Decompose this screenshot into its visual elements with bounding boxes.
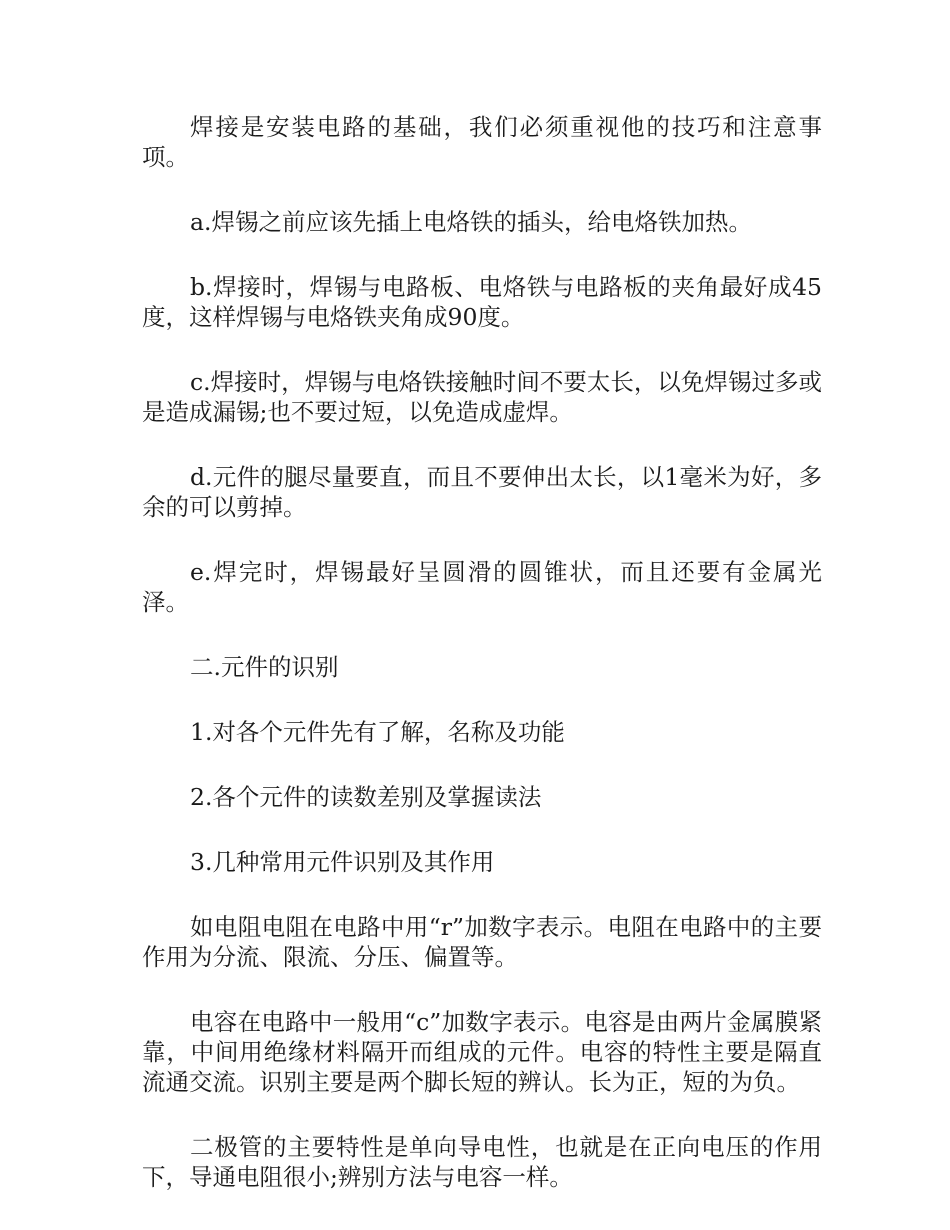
section-heading: 二.元件的识别 — [190, 653, 339, 681]
paragraph-step-b: b.焊接时，焊锡与电路板、电烙铁与电路板的夹角最好成45度，这样焊锡与电烙铁夹角成90度。 — [142, 273, 822, 331]
paragraph-diode: 二极管的主要特性是单向导电性，也就是在正向电压的作用下，导通电阻很小;辨别方法与电容一样。 — [142, 1133, 822, 1191]
document-page — [142, 112, 822, 1227]
paragraph-intro: 焊接是安装电路的基础，我们必须重视他的技巧和注意事项。 — [142, 113, 822, 171]
list-item-3: 3.几种常用元件识别及其作用 — [190, 848, 495, 876]
list-item-2: 2.各个元件的读数差别及掌握读法 — [190, 783, 542, 811]
paragraph-step-c: c.焊接时，焊锡与电烙铁接触时间不要太长，以免焊锡过多或是造成漏锡;也不要过短，以免造成虚焊。 — [142, 368, 822, 426]
paragraph-step-a: a.焊锡之前应该先插上电烙铁的插头，给电烙铁加热。 — [190, 208, 752, 236]
paragraph-step-e: e.焊完时，焊锡最好呈圆滑的圆锥状，而且还要有金属光泽。 — [142, 558, 822, 616]
paragraph-step-d: d.元件的腿尽量要直，而且不要伸出太长，以1毫米为好，多余的可以剪掉。 — [142, 463, 822, 521]
paragraph-resistor: 如电阻电阻在电路中用“r”加数字表示。电阻在电路中的主要作用为分流、限流、分压、偏置等。 — [142, 913, 822, 971]
paragraph-capacitor: 电容在电路中一般用“c”加数字表示。电容是由两片金属膜紧靠，中间用绝缘材料隔开而组成的元件。电容的特性主要是隔直流通交流。识别主要是两个脚长短的辨认。长为正，短的为负。 — [142, 1008, 822, 1096]
list-item-1: 1.对各个元件先有了解，名称及功能 — [190, 718, 565, 746]
